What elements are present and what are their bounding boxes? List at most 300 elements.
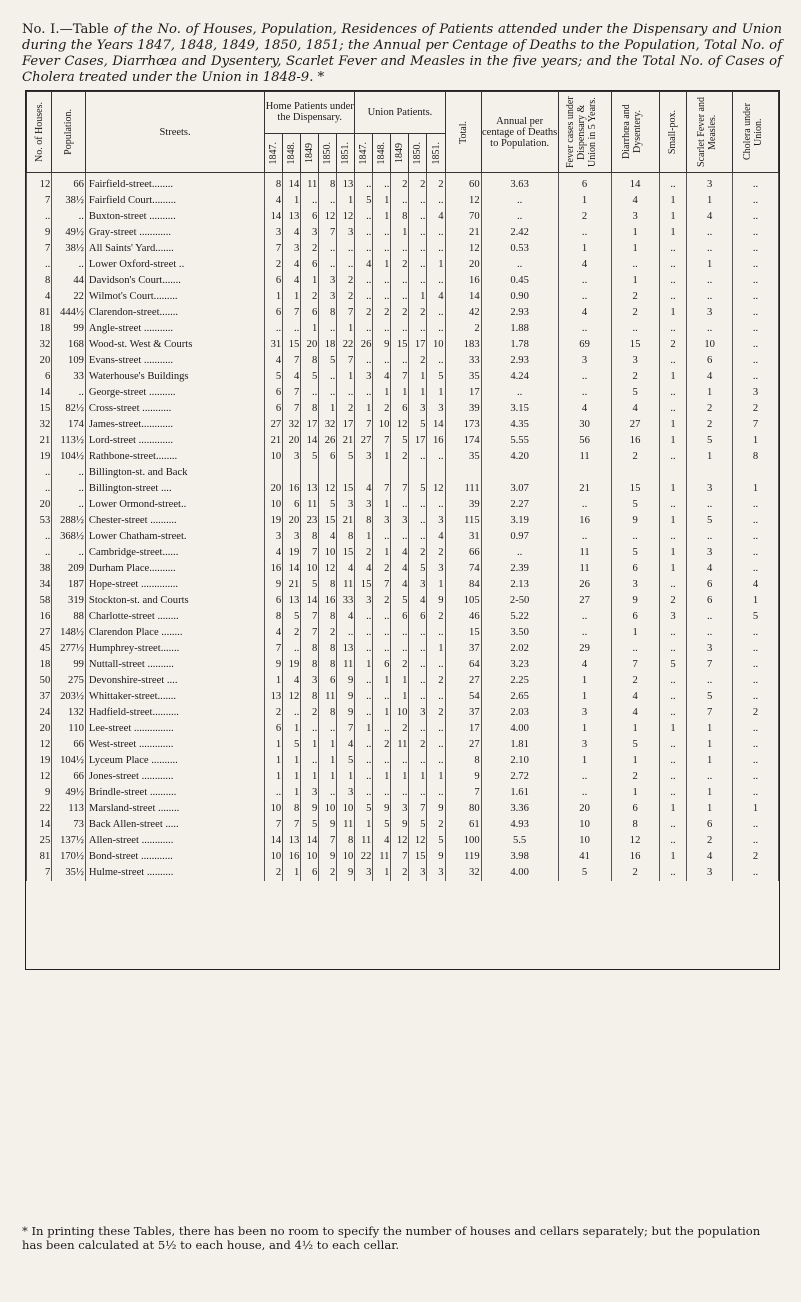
cell-scarlet: 3 — [687, 641, 733, 657]
cell-union-1850: 2 — [409, 305, 427, 321]
cell-home-1847: 1 — [265, 753, 283, 769]
cell-population: 174 — [52, 417, 86, 433]
cell-street: Humphrey-street....... — [85, 641, 264, 657]
cell-home-1847: 1 — [265, 769, 283, 785]
cell-union-1850: 1 — [409, 369, 427, 385]
cell-annual-pct: 4.00 — [481, 865, 558, 881]
cell-scarlet — [687, 465, 733, 481]
cell-home-1850: 12 — [319, 209, 337, 225]
cell-scarlet: .. — [687, 321, 733, 337]
cell-home-1850: 32 — [319, 417, 337, 433]
cell-cholera: .. — [733, 173, 779, 194]
cell-scarlet: 7 — [687, 705, 733, 721]
cell-annual-pct: 2.42 — [481, 225, 558, 241]
cell-union-1851: .. — [427, 353, 445, 369]
cell-union-1849: .. — [391, 241, 409, 257]
cell-total: 9 — [445, 769, 481, 785]
cell-scarlet: 1 — [687, 785, 733, 801]
cell-diarrhoea: 15 — [611, 481, 659, 497]
cell-home-1849: 14 — [301, 593, 319, 609]
cell-population: 319 — [52, 593, 86, 609]
cell-home-1850: 8 — [319, 173, 337, 194]
cell-home-1851: 13 — [337, 641, 355, 657]
cell-street: Allen-street ............ — [85, 833, 264, 849]
table-row — [27, 593, 779, 609]
cell-union-1850: .. — [409, 273, 427, 289]
cell-cholera: 8 — [733, 449, 779, 465]
cell-total: 111 — [445, 481, 481, 497]
cell-population: 187 — [52, 577, 86, 593]
cell-houses: 18 — [27, 657, 52, 673]
cell-street: Stockton-st. and Courts — [85, 593, 264, 609]
cell-home-1848: 16 — [283, 481, 301, 497]
cell-population: 275 — [52, 673, 86, 689]
cell-annual-pct: 2.65 — [481, 689, 558, 705]
cell-scarlet: .. — [687, 273, 733, 289]
cell-fever: 11 — [558, 561, 611, 577]
cell-union-1851: .. — [427, 193, 445, 209]
cell-diarrhoea: 15 — [611, 337, 659, 353]
table-row — [27, 433, 779, 449]
table-row — [27, 449, 779, 465]
cell-home-1850: 15 — [319, 513, 337, 529]
cell-home-1847: 2 — [265, 705, 283, 721]
cell-home-1848: 1 — [283, 289, 301, 305]
cell-home-1849: 5 — [301, 449, 319, 465]
cell-home-1847: 3 — [265, 225, 283, 241]
cell-home-1848: 4 — [283, 673, 301, 689]
cell-houses: 19 — [27, 753, 52, 769]
cell-total: 174 — [445, 433, 481, 449]
cell-street: Fairfield-street........ — [85, 173, 264, 194]
cell-scarlet: .. — [687, 609, 733, 625]
cell-cholera: .. — [733, 529, 779, 545]
cell-scarlet: 4 — [687, 369, 733, 385]
table-row — [27, 865, 779, 881]
cell-home-1850: 7 — [319, 225, 337, 241]
cell-street: Whittaker-street....... — [85, 689, 264, 705]
cell-houses: 16 — [27, 609, 52, 625]
cell-scarlet: 1 — [687, 449, 733, 465]
table-row — [27, 721, 779, 737]
cell-home-1850: 2 — [319, 865, 337, 881]
cell-street: Rathbone-street........ — [85, 449, 264, 465]
cell-union-1850: 2 — [409, 737, 427, 753]
cell-home-1850: 18 — [319, 337, 337, 353]
cell-population: 38½ — [52, 193, 86, 209]
cell-home-1849: 10 — [301, 561, 319, 577]
cell-union-1848: 1 — [373, 865, 391, 881]
cell-union-1851: .. — [427, 305, 445, 321]
cell-houses: 7 — [27, 193, 52, 209]
cell-annual-pct: 1.61 — [481, 785, 558, 801]
cell-home-1851: 2 — [337, 289, 355, 305]
cell-street: Lower Chatham-street. — [85, 529, 264, 545]
cell-union-1850: .. — [409, 673, 427, 689]
cell-home-1851: 15 — [337, 481, 355, 497]
cell-union-1847: .. — [355, 785, 373, 801]
cell-smallpox: 1 — [659, 369, 687, 385]
cell-union-1847: 1 — [355, 657, 373, 673]
cell-annual-pct: 0.90 — [481, 289, 558, 305]
cell-street: All Saints' Yard....... — [85, 241, 264, 257]
table-row — [27, 641, 779, 657]
cell-houses: 27 — [27, 625, 52, 641]
cell-home-1850: 8 — [319, 609, 337, 625]
cell-scarlet: 6 — [687, 353, 733, 369]
cell-street: Durham Place.......... — [85, 561, 264, 577]
cell-union-1851: 1 — [427, 385, 445, 401]
cell-union-1850: 2 — [409, 353, 427, 369]
cell-union-1847: 7 — [355, 417, 373, 433]
cell-home-1848: 20 — [283, 433, 301, 449]
cell-street: Wilmot's Court......... — [85, 289, 264, 305]
cell-cholera: .. — [733, 369, 779, 385]
cell-union-1848: .. — [373, 721, 391, 737]
cell-union-1849: 2 — [391, 449, 409, 465]
cell-union-1849: 2 — [391, 305, 409, 321]
cell-smallpox: .. — [659, 385, 687, 401]
cell-home-1849: 17 — [301, 417, 319, 433]
cell-home-1850: 10 — [319, 801, 337, 817]
cell-home-1851: 33 — [337, 593, 355, 609]
cell-home-1850: 12 — [319, 561, 337, 577]
cell-union-1850: 3 — [409, 705, 427, 721]
cell-scarlet: 3 — [687, 305, 733, 321]
table-row — [27, 817, 779, 833]
cell-home-1848: 7 — [283, 305, 301, 321]
cell-smallpox: 2 — [659, 337, 687, 353]
cell-union-1851: 16 — [427, 433, 445, 449]
cell-total: 2 — [445, 321, 481, 337]
cell-street: Evans-street ........... — [85, 353, 264, 369]
cell-home-1851: 12 — [337, 209, 355, 225]
cell-scarlet: 5 — [687, 513, 733, 529]
cell-union-1847: 22 — [355, 849, 373, 865]
cell-union-1849: .. — [391, 641, 409, 657]
cell-home-1848: 4 — [283, 273, 301, 289]
cell-union-1849: 2 — [391, 865, 409, 881]
cell-smallpox — [659, 465, 687, 481]
cell-home-1850: 8 — [319, 705, 337, 721]
cell-union-1851: 3 — [427, 561, 445, 577]
cell-population: 104½ — [52, 753, 86, 769]
cell-street: Marsland-street ........ — [85, 801, 264, 817]
cell-home-1850: .. — [319, 321, 337, 337]
table-row — [27, 785, 779, 801]
cell-union-1848: .. — [373, 289, 391, 305]
cell-cholera: .. — [733, 721, 779, 737]
cell-home-1847: .. — [265, 785, 283, 801]
cell-home-1847: 8 — [265, 173, 283, 194]
cell-home-1850: 5 — [319, 353, 337, 369]
cell-home-1849: 14 — [301, 833, 319, 849]
cell-diarrhoea: 1 — [611, 225, 659, 241]
cell-street: Lee-street ............... — [85, 721, 264, 737]
cell-diarrhoea: 1 — [611, 625, 659, 641]
cell-union-1847: .. — [355, 769, 373, 785]
cell-total: 100 — [445, 833, 481, 849]
cell-home-1851: .. — [337, 257, 355, 273]
cell-home-1851: 11 — [337, 577, 355, 593]
cell-union-1847: 3 — [355, 593, 373, 609]
cell-home-1849: 6 — [301, 257, 319, 273]
cell-annual-pct: .. — [481, 257, 558, 273]
cell-union-1850: 3 — [409, 865, 427, 881]
cell-fever: .. — [558, 225, 611, 241]
cell-union-1850: 5 — [409, 561, 427, 577]
cell-scarlet: .. — [687, 673, 733, 689]
cell-cholera: .. — [733, 545, 779, 561]
cell-home-1851: 4 — [337, 609, 355, 625]
cell-diarrhoea: 27 — [611, 417, 659, 433]
cell-smallpox: .. — [659, 689, 687, 705]
cell-population: 113 — [52, 801, 86, 817]
cell-scarlet: 5 — [687, 433, 733, 449]
cell-houses: .. — [27, 465, 52, 481]
cell-home-1851: 21 — [337, 513, 355, 529]
cell-scarlet: .. — [687, 225, 733, 241]
cell-union-1849: .. — [391, 625, 409, 641]
cell-union-1848: 4 — [373, 369, 391, 385]
cell-home-1847: 7 — [265, 641, 283, 657]
cell-diarrhoea: 5 — [611, 737, 659, 753]
cell-home-1851: 7 — [337, 353, 355, 369]
header-union-1850: 1850. — [409, 133, 427, 173]
cell-smallpox: .. — [659, 401, 687, 417]
header-union-1849: 1849 — [391, 133, 409, 173]
cell-home-1849: 13 — [301, 481, 319, 497]
cell-home-1850: 2 — [319, 625, 337, 641]
cell-home-1848: 4 — [283, 225, 301, 241]
cell-home-1849: 2 — [301, 241, 319, 257]
header-union-1851: 1851. — [427, 133, 445, 173]
cell-fever: 29 — [558, 641, 611, 657]
cell-home-1851: 1 — [337, 193, 355, 209]
cell-street: Brindle-street .......... — [85, 785, 264, 801]
table-row — [27, 193, 779, 209]
cell-fever: 4 — [558, 257, 611, 273]
cell-population: 109 — [52, 353, 86, 369]
cell-home-1850: .. — [319, 241, 337, 257]
cell-home-1849: 20 — [301, 337, 319, 353]
cell-union-1851: 1 — [427, 769, 445, 785]
cell-diarrhoea: 6 — [611, 801, 659, 817]
cell-scarlet: 4 — [687, 209, 733, 225]
header-home-1847: 1847. — [265, 133, 283, 173]
cell-population: 66 — [52, 769, 86, 785]
cell-union-1847: 1 — [355, 401, 373, 417]
cell-home-1847: .. — [265, 321, 283, 337]
cell-home-1849: 8 — [301, 641, 319, 657]
cell-diarrhoea: 4 — [611, 689, 659, 705]
cell-fever: .. — [558, 369, 611, 385]
cell-population: .. — [52, 209, 86, 225]
cell-cholera: .. — [733, 737, 779, 753]
cell-union-1850: .. — [409, 241, 427, 257]
cell-street: Lyceum Place .......... — [85, 753, 264, 769]
cell-cholera: .. — [733, 641, 779, 657]
cell-home-1848: 14 — [283, 173, 301, 194]
cell-home-1847: 21 — [265, 433, 283, 449]
cell-total: 35 — [445, 369, 481, 385]
cell-total: 32 — [445, 865, 481, 881]
cell-union-1849: 2 — [391, 721, 409, 737]
cell-home-1851: 5 — [337, 753, 355, 769]
cell-population: .. — [52, 465, 86, 481]
cell-total: 21 — [445, 225, 481, 241]
cell-home-1850: 7 — [319, 833, 337, 849]
cell-scarlet: 1 — [687, 801, 733, 817]
cell-union-1848: 1 — [373, 673, 391, 689]
cell-home-1848: 20 — [283, 513, 301, 529]
cell-home-1849: 10 — [301, 849, 319, 865]
cell-population: 88 — [52, 609, 86, 625]
cell-scarlet: 4 — [687, 849, 733, 865]
cell-annual-pct: .. — [481, 209, 558, 225]
cell-annual-pct: 2.27 — [481, 497, 558, 513]
cell-home-1851: 11 — [337, 657, 355, 673]
cell-scarlet: 1 — [687, 753, 733, 769]
cell-union-1848: 11 — [373, 849, 391, 865]
cell-fever: 1 — [558, 689, 611, 705]
cell-cholera: .. — [733, 321, 779, 337]
cell-home-1851: .. — [337, 241, 355, 257]
cell-annual-pct: 4.00 — [481, 721, 558, 737]
cell-union-1847: 1 — [355, 817, 373, 833]
cell-union-1848: 9 — [373, 801, 391, 817]
cell-diarrhoea: .. — [611, 257, 659, 273]
cell-annual-pct: 0.97 — [481, 529, 558, 545]
cell-home-1850: 9 — [319, 849, 337, 865]
cell-fever: 10 — [558, 817, 611, 833]
cell-total: 60 — [445, 173, 481, 194]
cell-union-1851: .. — [427, 657, 445, 673]
cell-smallpox: .. — [659, 449, 687, 465]
cell-union-1851: 3 — [427, 401, 445, 417]
cell-home-1847: 7 — [265, 241, 283, 257]
cell-union-1850: 5 — [409, 817, 427, 833]
cell-annual-pct: .. — [481, 193, 558, 209]
cell-home-1850: 8 — [319, 641, 337, 657]
cell-total: 27 — [445, 673, 481, 689]
table-row — [27, 225, 779, 241]
cell-cholera: .. — [733, 673, 779, 689]
cell-population: 33 — [52, 369, 86, 385]
cell-union-1848: 1 — [373, 385, 391, 401]
cell-smallpox: 1 — [659, 545, 687, 561]
cell-cholera: .. — [733, 753, 779, 769]
cell-houses: 20 — [27, 721, 52, 737]
cell-fever: .. — [558, 625, 611, 641]
cell-union-1851: .. — [427, 721, 445, 737]
cell-union-1847: 3 — [355, 369, 373, 385]
cell-home-1849: 9 — [301, 801, 319, 817]
cell-union-1848: 1 — [373, 193, 391, 209]
cell-street: Clarendon Place ........ — [85, 625, 264, 641]
cell-home-1849: 7 — [301, 625, 319, 641]
cell-union-1847: .. — [355, 225, 373, 241]
table-row — [27, 609, 779, 625]
header-cholera: Cholera under Union. — [733, 92, 779, 173]
cell-union-1848: 7 — [373, 577, 391, 593]
cell-home-1848: 32 — [283, 417, 301, 433]
cell-scarlet: .. — [687, 625, 733, 641]
cell-home-1848: 4 — [283, 369, 301, 385]
table-row — [27, 801, 779, 817]
table-row — [27, 241, 779, 257]
cell-union-1850: .. — [409, 657, 427, 673]
cell-houses: 58 — [27, 593, 52, 609]
cell-street: West-street ............. — [85, 737, 264, 753]
cell-houses: 22 — [27, 801, 52, 817]
cell-home-1851: 5 — [337, 449, 355, 465]
cell-fever: 4 — [558, 657, 611, 673]
cell-home-1849: .. — [301, 193, 319, 209]
header-total: Total. — [445, 92, 481, 173]
cell-total: 20 — [445, 257, 481, 273]
cell-home-1848: 1 — [283, 785, 301, 801]
cell-diarrhoea: 4 — [611, 705, 659, 721]
cell-home-1851: 17 — [337, 417, 355, 433]
cell-union-1851: 2 — [427, 545, 445, 561]
header-home-1848: 1848. — [283, 133, 301, 173]
cell-smallpox: .. — [659, 641, 687, 657]
header-home-1849: 1849 — [301, 133, 319, 173]
cell-union-1849: .. — [391, 289, 409, 305]
cell-home-1851: 11 — [337, 817, 355, 833]
cell-street: Waterhouse's Buildings — [85, 369, 264, 385]
cell-smallpox: 3 — [659, 609, 687, 625]
header-union-1848: 1848. — [373, 133, 391, 173]
cell-home-1851: 7 — [337, 305, 355, 321]
cell-smallpox: .. — [659, 529, 687, 545]
cell-home-1848: 1 — [283, 193, 301, 209]
cell-home-1847: 6 — [265, 721, 283, 737]
cell-union-1847 — [355, 465, 373, 481]
cell-home-1850: 12 — [319, 481, 337, 497]
cell-houses: .. — [27, 545, 52, 561]
cell-home-1850: .. — [319, 257, 337, 273]
cell-union-1847: .. — [355, 609, 373, 625]
cell-union-1847: .. — [355, 737, 373, 753]
cell-home-1849: 23 — [301, 513, 319, 529]
cell-union-1850: .. — [409, 497, 427, 513]
cell-total: 39 — [445, 401, 481, 417]
cell-union-1847: .. — [355, 273, 373, 289]
cell-home-1850: 1 — [319, 737, 337, 753]
cell-fever: 10 — [558, 833, 611, 849]
cell-houses: 53 — [27, 513, 52, 529]
cell-home-1847: 31 — [265, 337, 283, 353]
cell-diarrhoea: 1 — [611, 241, 659, 257]
cell-fever: 3 — [558, 705, 611, 721]
cell-union-1849: .. — [391, 529, 409, 545]
cell-home-1847: 4 — [265, 193, 283, 209]
cell-fever: 1 — [558, 673, 611, 689]
cell-fever: .. — [558, 385, 611, 401]
cell-houses: 34 — [27, 577, 52, 593]
cell-home-1847: 4 — [265, 625, 283, 641]
cell-home-1850: 8 — [319, 305, 337, 321]
cell-street: George-street .......... — [85, 385, 264, 401]
cell-union-1847: 8 — [355, 513, 373, 529]
cell-home-1847: 1 — [265, 673, 283, 689]
cell-union-1847: .. — [355, 173, 373, 194]
cell-union-1848: 1 — [373, 257, 391, 273]
cell-union-1847: 1 — [355, 721, 373, 737]
cell-cholera: .. — [733, 689, 779, 705]
